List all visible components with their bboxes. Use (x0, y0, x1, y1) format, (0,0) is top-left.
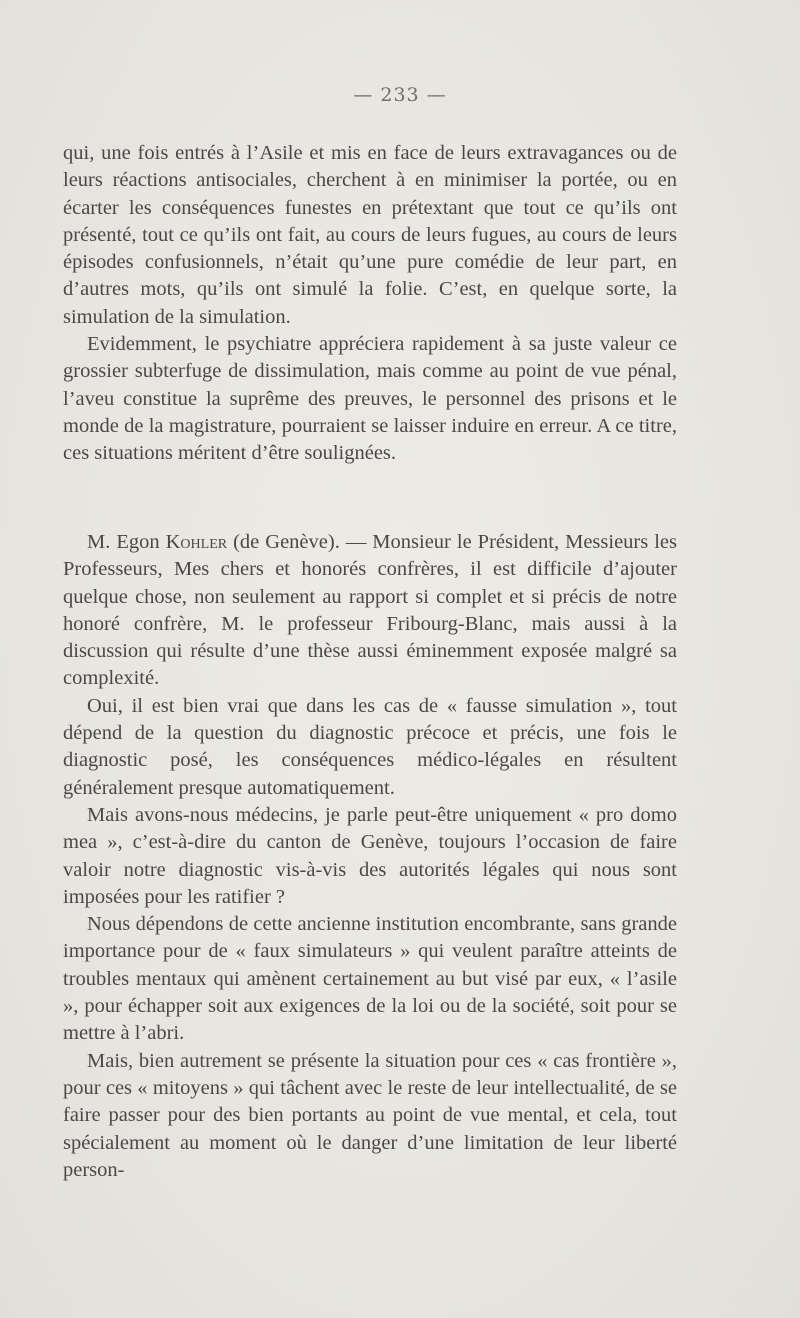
text-block-lower (63, 529, 677, 1184)
paragraph: Mais, bien autrement se présente la situation pour ces « cas frontière », pour ces « mitoyens » qui tâchent avec le reste de leur intellectualité, de se faire passer pour des bien portants au point de vue mental, et cela, tout spécialement au moment où le danger d’une limitation de leur liberté person- (63, 1049, 677, 1181)
paragraph: Nous dépendons de cette ancienne institution encombrante, sans grande importance pour de « faux simulateurs » qui veulent paraître atteints de troubles mentaux qui amènent certainement au but visé par eux, « l’asile », pour échapper soit aux exigences de la loi ou de la société, soit pour se mettre à l’abri. (63, 913, 677, 1045)
page-number: — 233 — (353, 84, 447, 106)
paragraph-kohler-intro (63, 529, 677, 693)
speaker-name: Kohler (165, 531, 228, 553)
paragraph: Evidemment, le psychiatre appréciera rapidement à sa juste valeur ce grossier subterfuge de dissimulation, mais comme au point de vue pénal, l’aveu constitue la suprême des preuves, le personnel des prisons et le monde de la magistrature, pourraient se laisser induire en erreur. A ce titre, ces situations méritent d’être soulignées. (63, 333, 677, 465)
text-block-upper (63, 140, 677, 468)
speaker-text: (de Genève). — Monsieur le Président, Messieurs les Professeurs, Mes chers et honorés confrères, il est difficile d’ajouter quelque chose, non seulement au rapport si complet et si précis de notre honoré confrère, M. le professeur Fribourg-Blanc, mais aussi à la discussion qui résulte d’une thèse aussi éminemment exposée malgré sa complexité. (63, 531, 677, 690)
paragraph: Mais avons-nous médecins, je parle peut-être uniquement « pro domo mea », c’est-à-dire du canton de Genève, toujours l’occasion de faire valoir notre diagnostic vis-à-vis des autorités légales qui nous sont imposées pour les ratifier ? (63, 803, 677, 908)
paragraph: qui, une fois entrés à l’Asile et mis en face de leurs extravagances ou de leurs réactions antisociales, cherchent à en minimiser la portée, ou en écarter les conséquences funestes en prétextant que tout ce qu’ils ont présenté, tout ce qu’ils ont fait, au cours de leurs fugues, au cours de leurs épisodes confusionnels, n’était qu’une pure comédie de leur part, en d’autres mots, qu’ils ont simulé la folie. C’est, en quelque sorte, la simulation de la simulation. (63, 142, 677, 328)
paragraph: Oui, il est bien vrai que dans les cas de « fausse simulation », tout dépend de la question du diagnostic précoce et précis, une fois le diagnostic posé, les conséquences médico-légales en résultent généralement presque automatiquement. (63, 694, 677, 799)
speaker-prefix: M. Egon (87, 531, 166, 553)
